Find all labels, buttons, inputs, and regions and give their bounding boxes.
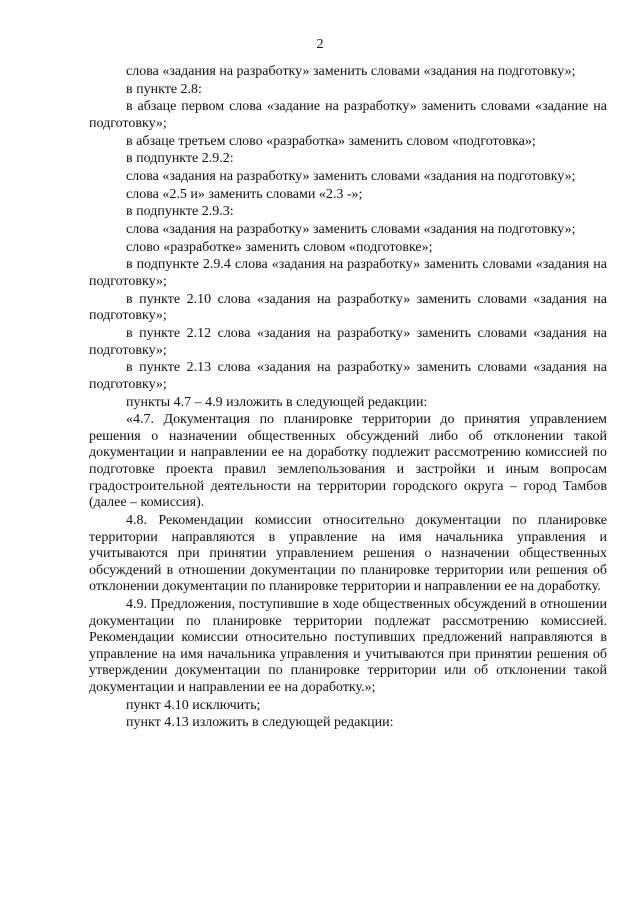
page-number: 2 <box>316 37 324 52</box>
paragraph: в подпункте 2.9.4 слова «задания на разработку» заменить словами «задания на подготовку»; <box>89 257 607 290</box>
paragraph: «4.7. Документация по планировке территории до принятия управлением решения о назначении общественных обсуждений либо об отклонении такой документации и направлении ее на доработку подлежит рассмотрению комиссией по подготовке проекта правил землепользования и застройки и иным вопросам градостроительной деятельности на территории городского округа – город Тамбов (далее – комиссия). <box>89 412 607 511</box>
paragraph: в подпункте 2.9.3: <box>126 204 234 220</box>
paragraph: пункт 4.13 изложить в следующей редакции: <box>126 715 394 731</box>
paragraph: в абзаце первом слова «задание на разработку» заменить словами «задание на подготовку»; <box>89 99 607 131</box>
paragraph: слово «разработке» заменить словом «подготовке»; <box>126 239 433 255</box>
paragraph: в подпункте 2.9.2: <box>126 151 234 167</box>
paragraph: слова «задания на разработку» заменить словами «задания на подготовку»; <box>126 169 576 185</box>
paragraph: слова «задания на разработку» заменить словами «задания на подготовку»; <box>126 64 576 79</box>
paragraph: 4.8. Рекомендации комиссии относительно документации по планировке территории направляются в управление на имя начальника управления и учитываются при принятии управлением решения о назначении общественных обсуждений в отношении документации по планировке территории или решения об отклонении документации по планировке территории и направлении ее на доработку. <box>89 512 607 595</box>
paragraph: в пункте 2.13 слова «задания на разработку» заменить словами «задания на подготовку»; <box>89 360 607 392</box>
paragraph: в пункте 2.8: <box>126 81 202 97</box>
document-body <box>89 64 607 733</box>
paragraph: в пункте 2.10 слова «задания на разработку» заменить словами «задания на подготовку»; <box>89 291 607 324</box>
paragraph: в пункте 2.12 слова «задания на разработку» заменить словами «задания на подготовку»; <box>89 326 607 358</box>
paragraph: слова «2.5 и» заменить словами «2.3 -»; <box>126 186 363 202</box>
paragraph: в абзаце третьем слово «разработка» заменить словом «подготовка»; <box>126 133 536 149</box>
paragraph: 4.9. Предложения, поступившие в ходе общественных обсуждений в отношении документации по планировке территории подлежат рассмотрению комиссией. Рекомендации комиссии относительно поступивших предложений направляются в управление на имя начальника управления и учитываются при принятии решения об утверждении документации по планировке территории или об отклонении такой документации и направлении ее на доработку.»; <box>89 597 607 695</box>
paragraph: слова «задания на разработку» заменить словами «задания на подготовку»; <box>126 222 576 238</box>
paragraph: пункты 4.7 – 4.9 изложить в следующей редакции: <box>126 394 428 410</box>
paragraph: пункт 4.10 исключить; <box>126 697 261 713</box>
